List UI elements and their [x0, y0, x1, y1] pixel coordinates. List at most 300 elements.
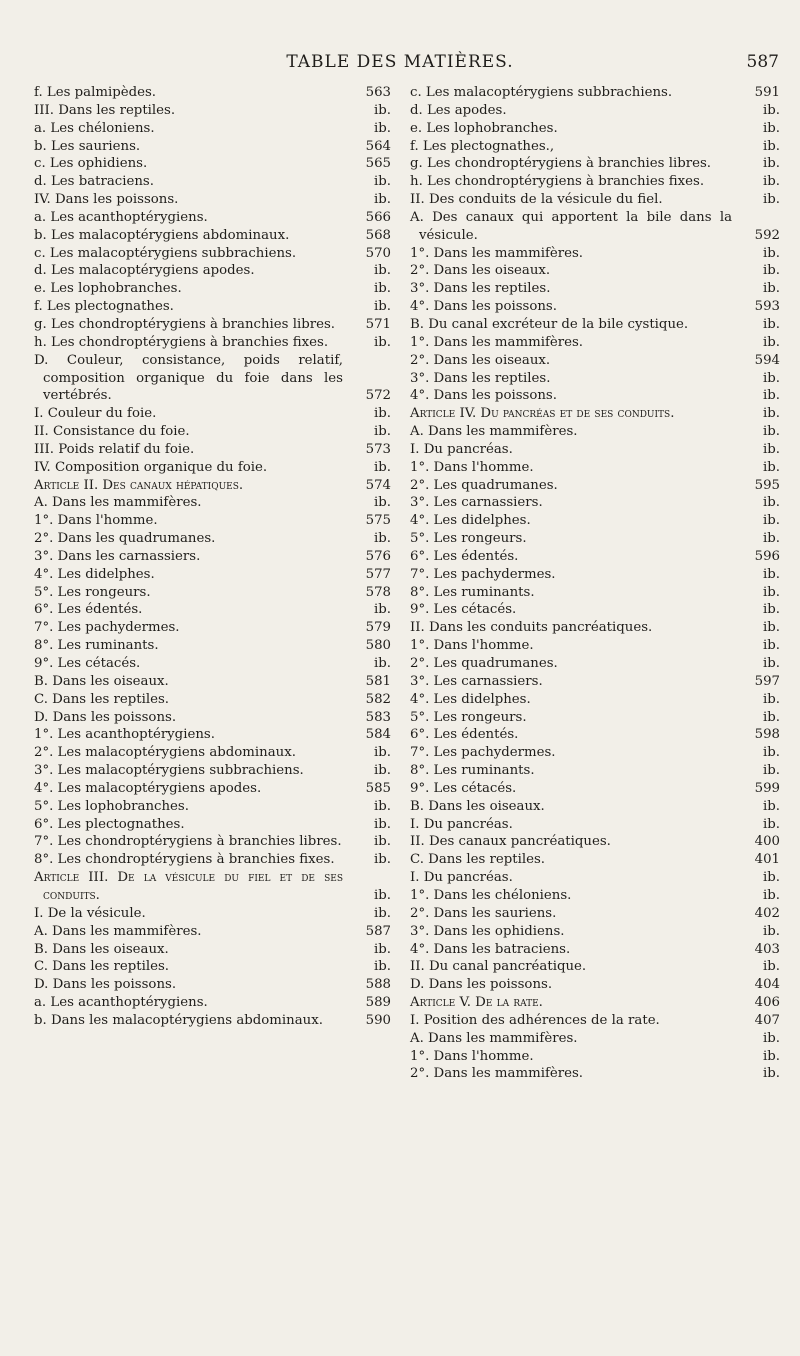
toc-entry-page: ib.	[763, 120, 780, 136]
toc-entry-page: ib.	[763, 798, 780, 814]
toc-entry-title: 6°. Les plectognathes.	[34, 816, 185, 832]
toc-entry-title: a. Les acanthoptérygiens.	[34, 209, 208, 225]
toc-entry-title: 5°. Les rongeurs.	[410, 531, 527, 547]
toc-entry	[34, 869, 391, 905]
toc-entry	[410, 441, 780, 459]
toc-entry-page: ib.	[763, 638, 780, 654]
toc-entry-page: ib.	[763, 424, 780, 440]
toc-entry-page: ib.	[763, 245, 780, 261]
toc-entry-title: e. Les lophobranches.	[410, 120, 558, 136]
toc-entry-page: 571	[365, 316, 391, 332]
toc-entry	[410, 887, 780, 905]
toc-entry-title: 6°. Les édentés.	[410, 727, 519, 743]
toc-entry	[34, 316, 391, 334]
toc-entry-page: 580	[365, 638, 391, 654]
toc-entry-title: I. Du pancréas.	[410, 870, 513, 886]
toc-entry	[34, 441, 391, 459]
toc-entry-page: 592	[754, 227, 780, 243]
toc-entry	[410, 1048, 780, 1066]
toc-entry	[410, 1065, 780, 1083]
toc-entry	[34, 566, 391, 584]
toc-entry-page: ib.	[374, 816, 391, 832]
toc-entry-page: 404	[754, 977, 780, 993]
toc-entry-page: ib.	[763, 923, 780, 939]
toc-entry	[34, 262, 391, 280]
toc-entry-page: 579	[365, 620, 391, 636]
toc-entry	[34, 227, 391, 245]
toc-entry-title: 2°. Les malacoptérygiens abdominaux.	[34, 745, 296, 761]
toc-column-left	[34, 84, 391, 1030]
toc-entry-title: 1°. Dans l'homme.	[410, 459, 534, 475]
toc-entry-title: C. Dans les reptiles.	[410, 852, 546, 868]
toc-entry	[34, 780, 391, 798]
toc-entry	[410, 833, 780, 851]
toc-entry-page: 595	[754, 477, 780, 493]
toc-entry-page: 598	[754, 727, 780, 743]
toc-entry	[410, 958, 780, 976]
toc-entry-title: I. De la vésicule.	[34, 905, 146, 921]
toc-entry	[410, 262, 780, 280]
toc-entry	[34, 958, 391, 976]
toc-entry	[34, 816, 391, 834]
toc-entry	[34, 209, 391, 227]
toc-entry-title: g. Les chondroptérygiens à branchies libres.	[410, 156, 711, 172]
toc-entry	[410, 1012, 780, 1030]
toc-entry-title: D. Couleur, consistance, poids relatif, composition organique du foie dans les vertébrés.	[34, 352, 343, 404]
toc-entry-page: ib.	[763, 531, 780, 547]
toc-entry-title: 7°. Les pachydermes.	[34, 620, 180, 636]
toc-entry-page: 582	[365, 691, 391, 707]
toc-entry-page: ib.	[763, 602, 780, 618]
toc-entry	[34, 459, 391, 477]
toc-entry-page: ib.	[374, 459, 391, 475]
toc-entry-page: ib.	[763, 691, 780, 707]
toc-entry-title: 2°. Dans les quadrumanes.	[34, 531, 216, 547]
toc-entry-page: ib.	[763, 709, 780, 725]
toc-entry	[410, 423, 780, 441]
toc-entry-title: b. Dans les malacoptérygiens abdominaux.	[34, 1012, 323, 1028]
toc-entry-page: ib.	[763, 959, 780, 975]
toc-entry-page: ib.	[374, 531, 391, 547]
toc-entry-page: ib.	[374, 887, 391, 903]
toc-entry-title: 4°. Les didelphes.	[410, 691, 531, 707]
toc-entry-page: ib.	[763, 620, 780, 636]
toc-entry-title: 4°. Dans les batraciens.	[410, 941, 571, 957]
toc-entry-page: ib.	[763, 816, 780, 832]
toc-entry-page: 591	[754, 85, 780, 100]
toc-entry-page: 400	[754, 834, 780, 850]
toc-entry-page: ib.	[763, 406, 780, 422]
toc-entry-title: A. Dans les mammifères.	[34, 495, 202, 511]
toc-entry-page: ib.	[763, 656, 780, 671]
toc-entry-title: 9°. Les cétacés.	[34, 656, 141, 671]
toc-entry	[410, 673, 780, 691]
toc-entry-title: d. Les malacoptérygiens apodes.	[34, 263, 255, 279]
toc-entry	[410, 530, 780, 548]
toc-entry-page: ib.	[763, 1030, 780, 1046]
toc-entry	[410, 619, 780, 637]
toc-entry	[410, 280, 780, 298]
toc-entry-title: 2°. Les quadrumanes.	[410, 477, 558, 493]
toc-entry	[410, 84, 780, 102]
toc-entry-title: A. Dans les mammifères.	[34, 923, 202, 939]
toc-entry-page: 401	[754, 852, 780, 868]
toc-entry	[410, 387, 780, 405]
toc-entry-page: 575	[365, 513, 391, 529]
toc-entry-page: ib.	[763, 316, 780, 332]
toc-entry-title: 7°. Les chondroptérygiens à branchies libres.	[34, 834, 342, 850]
toc-entry-page: ib.	[763, 870, 780, 886]
toc-entry-page: ib.	[763, 441, 780, 457]
toc-entry	[410, 405, 780, 423]
toc-entry-title: 9°. Les cétacés.	[410, 780, 517, 796]
toc-entry	[410, 744, 780, 762]
page-number: 587	[746, 52, 779, 72]
toc-entry-title: 7°. Les pachydermes.	[410, 566, 556, 582]
toc-entry-title: I. Du pancréas.	[410, 816, 513, 832]
toc-entry-page: ib.	[374, 656, 391, 671]
toc-entry-title: 8°. Les ruminants.	[34, 638, 159, 654]
toc-entry	[34, 477, 391, 495]
toc-entry	[410, 816, 780, 834]
toc-entry-title: Article V. De la rate.	[410, 995, 543, 1011]
toc-entry	[410, 548, 780, 566]
toc-entry	[34, 1012, 391, 1030]
toc-entry-page: ib.	[763, 388, 780, 404]
toc-entry-title: 2°. Dans les sauriens.	[410, 905, 557, 921]
toc-entry-page: ib.	[374, 424, 391, 440]
toc-entry	[410, 245, 780, 263]
toc-entry-title: d. Les apodes.	[410, 102, 507, 118]
toc-entry-title: 1°. Dans les chéloniens.	[410, 887, 572, 903]
toc-entry	[410, 298, 780, 316]
toc-entry-page: ib.	[374, 495, 391, 511]
toc-entry-title: I. Position des adhérences de la rate.	[410, 1012, 660, 1028]
toc-entry-page: ib.	[763, 745, 780, 761]
toc-entry-title: A. Des canaux qui apportent la bile dans la vésicule.	[410, 209, 732, 243]
toc-entry-page: 563	[365, 85, 391, 100]
toc-entry-title: b. Les sauriens.	[34, 138, 141, 154]
page-header	[0, 52, 800, 76]
toc-entry-title: 1°. Dans les mammifères.	[410, 245, 584, 261]
toc-entry-page: 564	[365, 138, 391, 154]
toc-entry	[410, 512, 780, 530]
toc-entry	[34, 851, 391, 869]
toc-entry-title: 5°. Les lophobranches.	[34, 798, 189, 814]
toc-entry-title: B. Dans les oiseaux.	[34, 941, 169, 957]
toc-entry-page: ib.	[763, 887, 780, 903]
toc-entry-title: B. Dans les oiseaux.	[410, 798, 545, 814]
toc-entry	[410, 477, 780, 495]
toc-entry-page: ib.	[763, 513, 780, 529]
toc-entry-title: D. Dans les poissons.	[34, 977, 177, 993]
toc-entry-page: ib.	[763, 138, 780, 154]
toc-entry-title: 3°. Les carnassiers.	[410, 495, 543, 511]
toc-entry-title: 4°. Dans les poissons.	[410, 299, 557, 315]
toc-entry	[34, 155, 391, 173]
toc-entry	[410, 316, 780, 334]
toc-entry	[410, 976, 780, 994]
toc-entry-page: ib.	[374, 174, 391, 190]
toc-entry-title: Article II. Des canaux hépatiques.	[34, 477, 244, 493]
toc-column-right	[410, 84, 780, 1083]
toc-entry-page: ib.	[374, 263, 391, 279]
toc-entry-title: 2°. Dans les mammifères.	[410, 1066, 584, 1082]
toc-entry	[34, 994, 391, 1012]
toc-entry-page: ib.	[374, 602, 391, 618]
toc-entry-page: 593	[754, 299, 780, 315]
toc-entry-page: ib.	[374, 406, 391, 422]
toc-entry-title: 4°. Les didelphes.	[410, 513, 531, 529]
toc-entry	[34, 923, 391, 941]
toc-entry	[34, 280, 391, 298]
toc-entry-title: f. Les plectognathes.,	[410, 138, 555, 154]
toc-entry-page: ib.	[763, 281, 780, 297]
toc-entry	[34, 405, 391, 423]
toc-entry-title: I. Couleur du foie.	[34, 406, 157, 422]
toc-entry-page: ib.	[763, 495, 780, 511]
toc-entry-title: 8°. Les chondroptérygiens à branchies fixes.	[34, 852, 335, 868]
toc-entry	[410, 494, 780, 512]
toc-entry-page: ib.	[763, 566, 780, 582]
toc-entry-title: d. Les batraciens.	[34, 174, 154, 190]
toc-entry	[410, 709, 780, 727]
toc-entry-title: B. Dans les oiseaux.	[34, 673, 169, 689]
toc-entry-title: 9°. Les cétacés.	[410, 602, 517, 618]
toc-entry-page: ib.	[374, 941, 391, 957]
toc-entry	[34, 494, 391, 512]
toc-entry	[34, 84, 391, 102]
toc-entry-page: ib.	[763, 763, 780, 779]
toc-entry	[34, 548, 391, 566]
toc-entry	[34, 298, 391, 316]
toc-entry-page: 585	[365, 780, 391, 796]
toc-entry-page: 583	[365, 709, 391, 725]
toc-entry-page: 594	[754, 352, 780, 368]
toc-entry-title: 6°. Les édentés.	[410, 548, 519, 564]
toc-entry-title: h. Les chondroptérygiens à branchies fixes.	[34, 334, 329, 350]
toc-entry-title: B. Du canal excréteur de la bile cystique.	[410, 316, 689, 332]
toc-entry-title: g. Les chondroptérygiens à branchies libres.	[34, 316, 335, 332]
toc-entry-title: I. Du pancréas.	[410, 441, 513, 457]
toc-entry-title: 1°. Dans l'homme.	[410, 638, 534, 654]
toc-entry	[34, 173, 391, 191]
toc-entry	[410, 691, 780, 709]
toc-entry-page: ib.	[763, 334, 780, 350]
toc-entry	[34, 905, 391, 923]
toc-entry-page: 581	[365, 673, 391, 689]
toc-entry	[410, 780, 780, 798]
toc-entry	[410, 102, 780, 120]
toc-entry-page: ib.	[763, 459, 780, 475]
toc-entry	[410, 994, 780, 1012]
toc-entry	[410, 923, 780, 941]
toc-entry	[34, 655, 391, 673]
toc-entry-page: 599	[754, 780, 780, 796]
toc-entry-title: e. Les lophobranches.	[34, 281, 182, 297]
toc-entry-title: 4°. Les didelphes.	[34, 566, 155, 582]
toc-entry-title: c. Les malacoptérygiens subbrachiens.	[34, 245, 297, 261]
toc-entry	[34, 138, 391, 156]
toc-entry-title: D. Dans les poissons.	[410, 977, 553, 993]
toc-entry	[410, 762, 780, 780]
toc-entry	[34, 744, 391, 762]
toc-entry-page: 402	[754, 905, 780, 921]
toc-entry-title: 1°. Dans l'homme.	[34, 513, 158, 529]
toc-entry-title: 3°. Dans les reptiles.	[410, 370, 551, 386]
toc-entry-page: 589	[365, 995, 391, 1011]
toc-entry-title: Article III. De la vésicule du fiel et de ses conduits.	[34, 870, 343, 903]
toc-entry-title: 5°. Les rongeurs.	[34, 584, 151, 600]
toc-entry	[410, 726, 780, 744]
toc-entry	[410, 352, 780, 370]
toc-entry-page: 403	[754, 941, 780, 957]
toc-entry	[34, 584, 391, 602]
toc-entry-page: ib.	[374, 102, 391, 118]
toc-entry-page: ib.	[374, 905, 391, 921]
toc-entry	[34, 976, 391, 994]
toc-entry-title: 5°. Les rongeurs.	[410, 709, 527, 725]
toc-entry	[34, 673, 391, 691]
toc-entry-page: 596	[754, 548, 780, 564]
toc-entry-page: ib.	[763, 370, 780, 386]
toc-entry-title: IV. Composition organique du foie.	[34, 459, 268, 475]
toc-entry	[34, 833, 391, 851]
toc-entry-title: 4°. Dans les poissons.	[410, 388, 557, 404]
toc-entry-page: 577	[365, 566, 391, 582]
toc-entry-page: ib.	[763, 584, 780, 600]
toc-entry-title: 8°. Les ruminants.	[410, 763, 535, 779]
toc-entry	[34, 191, 391, 209]
toc-entry	[34, 512, 391, 530]
toc-entry-title: A. Dans les mammifères.	[410, 424, 578, 440]
toc-entry	[410, 120, 780, 138]
toc-entry-title: 8°. Les ruminants.	[410, 584, 535, 600]
toc-entry-page: 566	[365, 209, 391, 225]
toc-entry-page: 572	[365, 388, 391, 404]
toc-entry-page: 570	[365, 245, 391, 261]
toc-entry-title: c. Les ophidiens.	[34, 156, 148, 172]
toc-entry-page: ib.	[763, 192, 780, 208]
toc-entry-page: 588	[365, 977, 391, 993]
toc-entry	[410, 209, 780, 245]
toc-entry	[34, 530, 391, 548]
toc-entry	[34, 601, 391, 619]
toc-entry-page: 565	[365, 156, 391, 172]
toc-entry	[410, 584, 780, 602]
toc-entry	[34, 762, 391, 780]
toc-entry	[410, 869, 780, 887]
toc-entry-page: 576	[365, 548, 391, 564]
toc-entry-title: 4°. Les malacoptérygiens apodes.	[34, 780, 262, 796]
toc-entry-title: 3°. Dans les ophidiens.	[410, 923, 565, 939]
toc-entry-title: 1°. Dans les mammifères.	[410, 334, 584, 350]
toc-entry	[410, 798, 780, 816]
toc-entry-title: 3°. Les malacoptérygiens subbrachiens.	[34, 763, 304, 779]
toc-entry	[410, 155, 780, 173]
toc-entry-title: IV. Dans les poissons.	[34, 192, 179, 208]
toc-entry	[34, 245, 391, 263]
toc-entry	[410, 566, 780, 584]
toc-entry-page: ib.	[374, 959, 391, 975]
toc-entry	[34, 120, 391, 138]
toc-entry-title: II. Du canal pancréatique.	[410, 959, 587, 975]
toc-entry-page: ib.	[763, 1048, 780, 1064]
toc-entry-title: C. Dans les reptiles.	[34, 691, 170, 707]
toc-entry	[34, 709, 391, 727]
toc-entry-page: ib.	[374, 852, 391, 868]
toc-entry-title: A. Dans les mammifères.	[410, 1030, 578, 1046]
toc-entry	[410, 370, 780, 388]
toc-entry	[34, 691, 391, 709]
toc-entry-title: 1°. Dans l'homme.	[410, 1048, 534, 1064]
toc-entry	[34, 334, 391, 352]
toc-entry	[410, 601, 780, 619]
toc-entry	[410, 905, 780, 923]
toc-entry-title: 2°. Dans les oiseaux.	[410, 352, 551, 368]
toc-entry-title: D. Dans les poissons.	[34, 709, 177, 725]
toc-entry	[410, 191, 780, 209]
toc-entry-title: 6°. Les édentés.	[34, 602, 143, 618]
toc-entry-page: ib.	[374, 299, 391, 315]
toc-entry-title: 3°. Dans les reptiles.	[410, 281, 551, 297]
toc-entry	[34, 726, 391, 744]
toc-entry-page: 578	[365, 584, 391, 600]
toc-entry-page: ib.	[763, 174, 780, 190]
toc-entry	[410, 138, 780, 156]
toc-entry-title: 7°. Les pachydermes.	[410, 745, 556, 761]
toc-entry-title: Article IV. Du pancréas et de ses conduits.	[410, 406, 675, 422]
toc-entry	[34, 423, 391, 441]
toc-entry-title: b. Les malacoptérygiens abdominaux.	[34, 227, 290, 243]
toc-entry-title: II. Des conduits de la vésicule du fiel.	[410, 192, 663, 208]
toc-entry-page: 407	[754, 1012, 780, 1028]
toc-entry-page: ib.	[763, 1066, 780, 1082]
toc-entry	[410, 637, 780, 655]
toc-entry	[34, 619, 391, 637]
toc-entry-page: ib.	[763, 156, 780, 172]
running-title: TABLE DES MATIÈRES.	[286, 52, 514, 72]
toc-entry-page: 574	[365, 477, 391, 493]
toc-entry-title: 3°. Dans les carnassiers.	[34, 548, 201, 564]
toc-entry-page: 406	[754, 995, 780, 1011]
toc-entry-title: f. Les plectognathes.	[34, 299, 174, 315]
toc-entry-title: c. Les malacoptérygiens subbrachiens.	[410, 85, 673, 100]
toc-entry	[34, 102, 391, 120]
toc-entry	[34, 637, 391, 655]
toc-entry-page: ib.	[374, 745, 391, 761]
toc-entry-page: 568	[365, 227, 391, 243]
toc-entry-title: II. Des canaux pancréatiques.	[410, 834, 611, 850]
toc-entry-title: II. Consistance du foie.	[34, 424, 190, 440]
toc-entry-title: III. Poids relatif du foie.	[34, 441, 195, 457]
toc-entry	[34, 352, 391, 406]
toc-entry-title: III. Dans les reptiles.	[34, 102, 176, 118]
toc-entry-title: II. Dans les conduits pancréatiques.	[410, 620, 653, 636]
toc-entry-page: 587	[365, 923, 391, 939]
toc-entry	[410, 851, 780, 869]
toc-entry-title: 2°. Les quadrumanes.	[410, 656, 558, 671]
toc-entry-page: ib.	[374, 798, 391, 814]
toc-entry-page: 573	[365, 441, 391, 457]
toc-entry	[410, 173, 780, 191]
toc-entry-title: 2°. Dans les oiseaux.	[410, 263, 551, 279]
toc-entry-page: ib.	[374, 834, 391, 850]
toc-entry-title: C. Dans les reptiles.	[34, 959, 170, 975]
toc-entry	[410, 941, 780, 959]
toc-entry-page: ib.	[374, 334, 391, 350]
toc-entry-page: ib.	[763, 102, 780, 118]
